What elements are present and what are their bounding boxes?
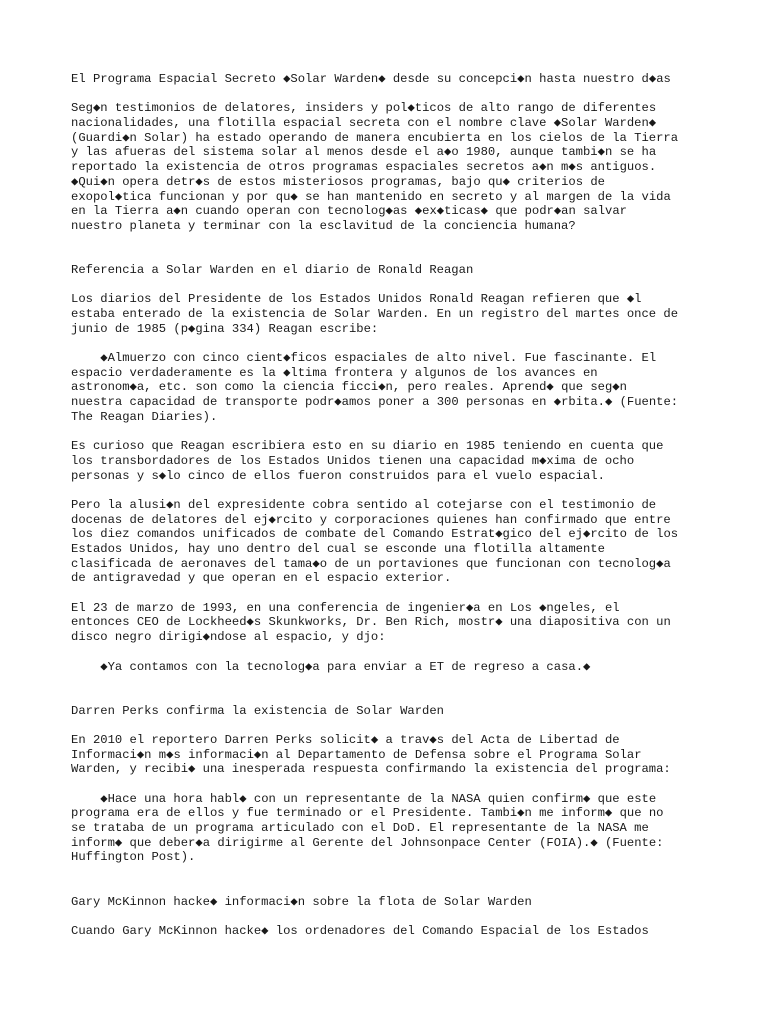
text-line: Cuando Gary McKinnon hacke◆ los ordenadores del Comando Espacial de los Estados bbox=[71, 923, 649, 938]
text-line: Gary McKinnon hacke◆ informaci◆n sobre la flota de Solar Warden bbox=[71, 894, 532, 909]
blank-line bbox=[71, 865, 711, 880]
text-line: ◆Qui◆n opera detr◆s de estos misteriosos programas, bajo qu◆ criterios de bbox=[71, 174, 605, 189]
text-line: El Programa Espacial Secreto ◆Solar Warden◆ desde su concepci◆n hasta nuestro d◆as bbox=[71, 72, 671, 86]
text-line: Huffington Post). bbox=[71, 850, 196, 865]
text-line: ◆Ya contamos con la tecnolog◆a para enviar a ET de regreso a casa.◆ bbox=[71, 659, 591, 674]
text-line: inform◆ que deber◆a dirigirme al Gerente del Johnsonpace Center (FOIA).◆ (Fuente: bbox=[71, 835, 664, 850]
blank-line bbox=[71, 909, 711, 924]
text-line: exopol◆tica funcionan y por qu◆ se han mantenido en secreto y al margen de la vida bbox=[71, 189, 671, 204]
text-line: disco negro dirigi◆ndose al espacio, y djo: bbox=[71, 630, 386, 645]
text-line: de antigravedad y que operan en el espacio exterior. bbox=[71, 571, 452, 586]
text-line: En 2010 el reportero Darren Perks solicit◆ a trav◆s del Acta de Libertad de bbox=[71, 732, 620, 747]
text-line: Los diarios del Presidente de los Estados Unidos Ronald Reagan refieren que ◆l bbox=[71, 292, 642, 307]
text-line: ◆Hace una hora habl◆ con un representante de la NASA quien confirm◆ que este bbox=[71, 791, 657, 806]
blank-line bbox=[71, 689, 711, 704]
text-line: programa era de ellos y fue terminado or el Presidente. Tambi◆n me inform◆ que no bbox=[71, 806, 664, 821]
text-line: ◆Almuerzo con cinco cient◆ficos espaciales de alto nivel. Fue fascinante. El bbox=[71, 351, 657, 366]
blank-line bbox=[71, 248, 711, 263]
text-line: reportado la existencia de otros programas espaciales secretos a◆n m◆s antiguos. bbox=[71, 160, 657, 175]
text-line: y las afueras del sistema solar al menos desde el a◆o 1980, aunque tambi◆n se ha bbox=[71, 145, 657, 160]
text-line: Pero la alusi◆n del expresidente cobra sentido al cotejarse con el testimonio de bbox=[71, 497, 657, 512]
text-line: Es curioso que Reagan escribiera esto en su diario en 1985 teniendo en cuenta que bbox=[71, 439, 664, 454]
text-line: Seg◆n testimonios de delatores, insiders y pol◆ticos de alto rango de diferentes bbox=[71, 101, 657, 116]
text-line: Estados Unidos, hay uno dentro del cual se esconde una flotilla altamente bbox=[71, 542, 605, 556]
blank-line bbox=[71, 718, 711, 733]
blank-line bbox=[71, 234, 711, 249]
text-line: astronom◆a, etc. son como la ciencia ficci◆n, pero reales. Aprend◆ que seg◆n bbox=[71, 380, 627, 395]
blank-line bbox=[71, 483, 711, 498]
text-line: Darren Perks confirma la existencia de Solar Warden bbox=[71, 703, 444, 718]
text-line: nacionalidades, una flotilla espacial secreta con el nombre clave ◆Solar Warden◆ bbox=[71, 116, 657, 131]
text-line: clasificada de aeronaves del tama◆o de un portaviones que funcionan con tecnolog◆a bbox=[71, 556, 671, 571]
text-line: Referencia a Solar Warden en el diario de Ronald Reagan bbox=[71, 262, 474, 277]
blank-line bbox=[71, 87, 711, 102]
text-line: los diez comandos unificados de combate del Comando Estrat◆gico del ej◆rcito de los bbox=[71, 527, 679, 542]
text-line: los transbordadores de los Estados Unidos tienen una capacidad m◆xima de ocho bbox=[71, 453, 635, 468]
text-line: Warden, y recibi◆ una inesperada respuesta confirmando la existencia del programa: bbox=[71, 762, 671, 777]
text-line: (Guardi◆n Solar) ha estado operando de manera encubierta en los cielos de la Tierra bbox=[71, 130, 679, 145]
text-line: El 23 de marzo de 1993, en una conferencia de ingenier◆a en Los ◆ngeles, el bbox=[71, 600, 620, 615]
document-page bbox=[71, 72, 711, 939]
text-line: nuestro planeta y terminar con la esclavitud de la conciencia humana? bbox=[71, 218, 576, 233]
blank-line bbox=[71, 880, 711, 895]
text-line: junio de 1985 (p◆gina 334) Reagan escribe: bbox=[71, 321, 379, 336]
blank-line bbox=[71, 586, 711, 601]
blank-line bbox=[71, 645, 711, 660]
blank-line bbox=[71, 777, 711, 792]
text-line: estaba enterado de la existencia de Solar Warden. En un registro del martes once de bbox=[71, 307, 679, 321]
text-line: nuestra capacidad de transporte podr◆amos poner a 300 personas en ◆rbita.◆ (Fuente: bbox=[71, 395, 679, 410]
text-line: espacio verdaderamente es la ◆ltima frontera y algunos de los avances en bbox=[71, 365, 598, 380]
text-line: entonces CEO de Lockheed◆s Skunkworks, Dr. Ben Rich, mostr◆ una diapositiva con un bbox=[71, 615, 671, 630]
text-line: docenas de delatores del ej◆rcito y corporaciones quienes han confirmado que entre bbox=[71, 512, 671, 527]
blank-line bbox=[71, 278, 711, 293]
text-line: se trataba de un programa articulado con el DoD. El representante de la NASA me bbox=[71, 821, 649, 836]
blank-line bbox=[71, 425, 711, 440]
text-line: Informaci◆n m◆s informaci◆n al Departamento de Defensa sobre el Programa Solar bbox=[71, 747, 642, 762]
blank-line bbox=[71, 336, 711, 351]
blank-line bbox=[71, 674, 711, 689]
text-line: The Reagan Diaries). bbox=[71, 409, 218, 424]
text-line: personas y s◆lo cinco de ellos fueron construidos para el vuelo espacial. bbox=[71, 468, 605, 483]
text-line: en la Tierra a◆n cuando operan con tecnolog◆as ◆ex◆ticas◆ que podr◆an salvar bbox=[71, 204, 627, 219]
